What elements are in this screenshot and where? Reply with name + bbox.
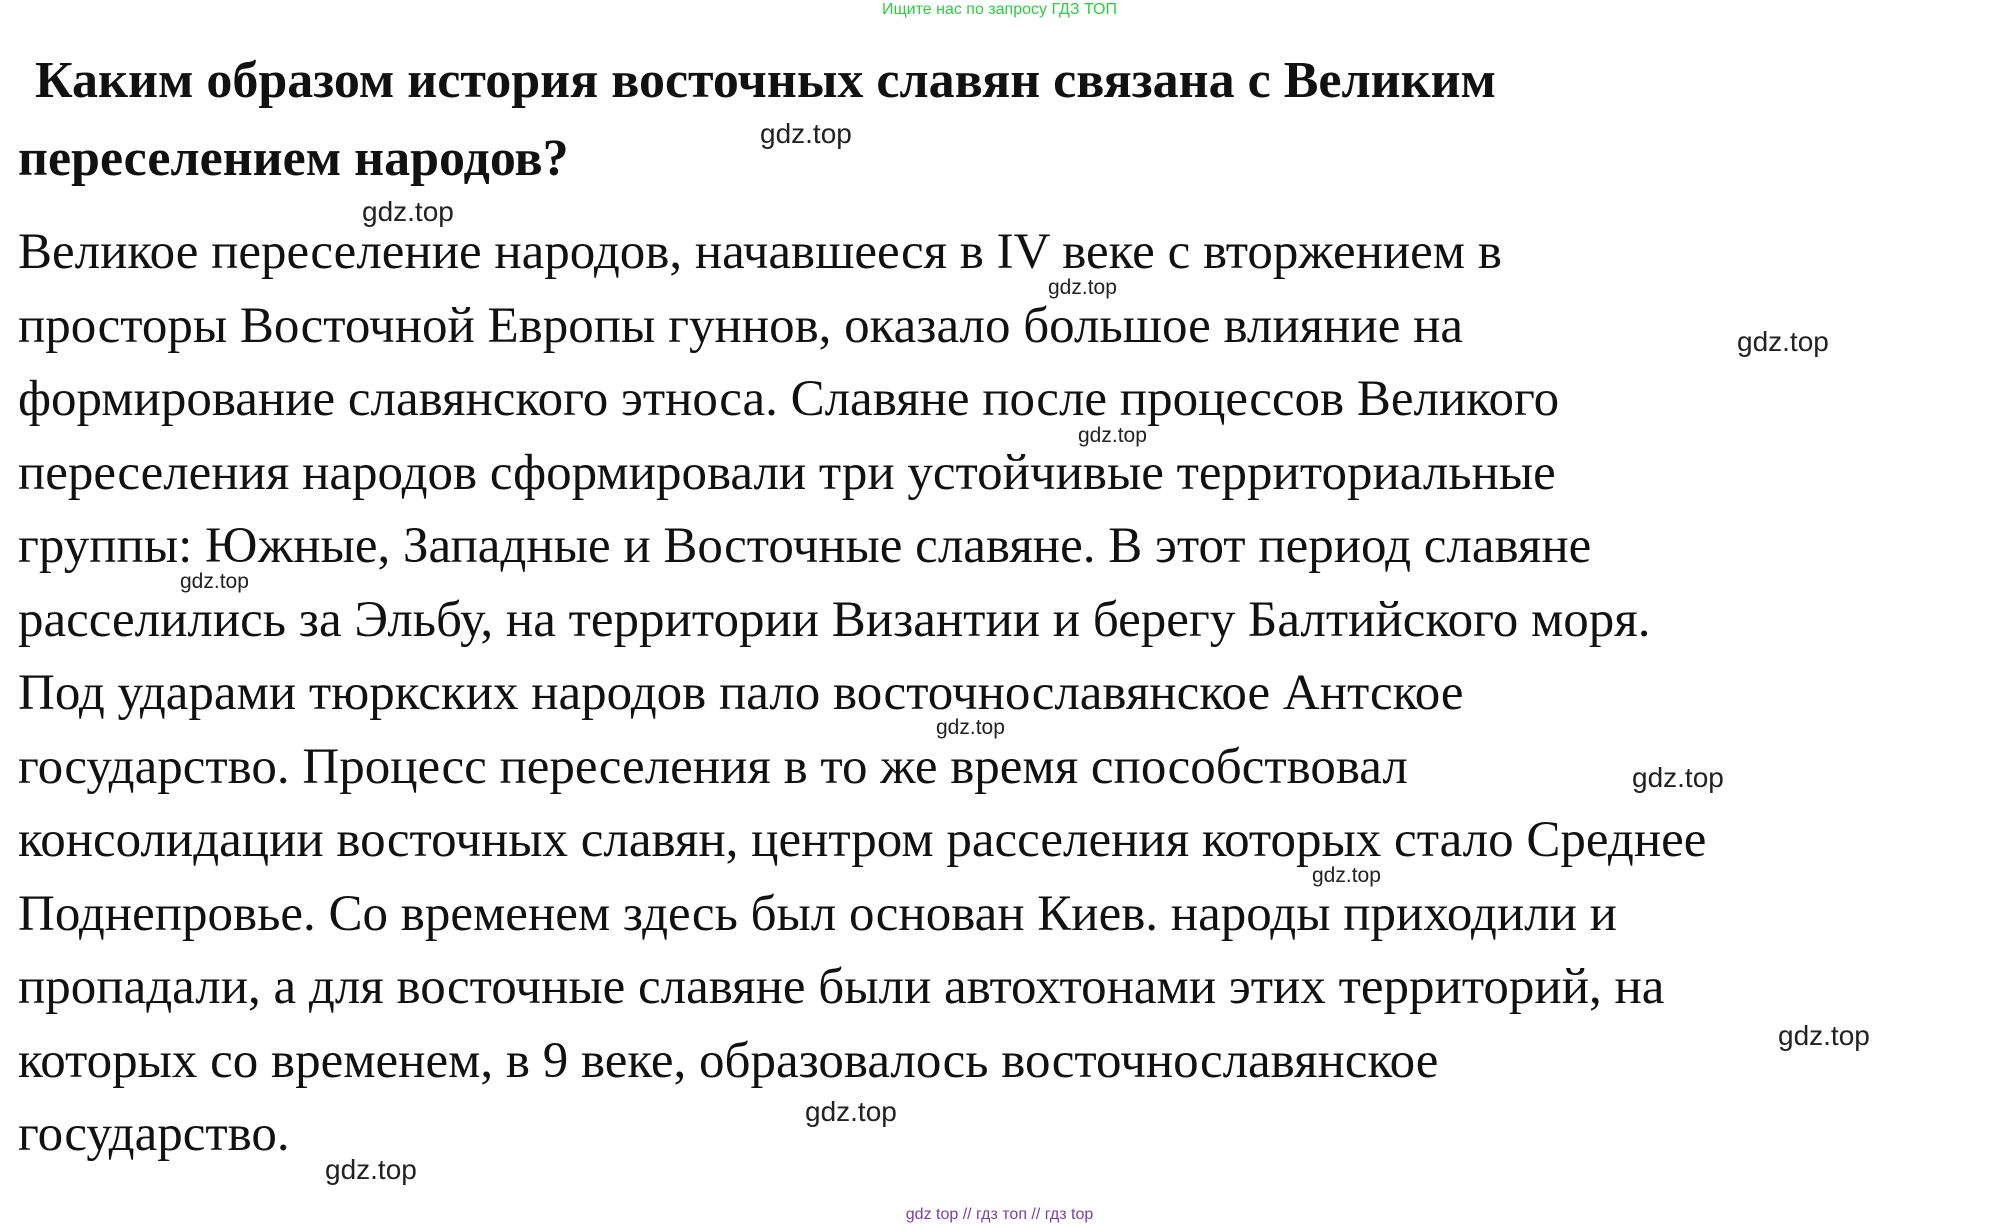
answer-line: государство. Процесс переселения в то же время способствовал (18, 738, 1408, 795)
watermark: gdz.top (760, 118, 852, 149)
watermark: gdz.top (1737, 326, 1829, 357)
question-title (18, 42, 1958, 198)
watermark: gdz.top (1632, 762, 1724, 793)
watermark: gdz.top (1078, 424, 1147, 447)
watermark: gdz.top (180, 570, 249, 593)
answer-line: формирование славянского этноса. Славяне после процессов Великого (18, 371, 1560, 427)
watermark: gdz.top (936, 716, 1005, 739)
answer-line: переселения народов сформировали три устойчивые территориальные (18, 444, 1556, 501)
answer-line: просторы Восточной Европы гуннов, оказало большое влияние на (18, 297, 1464, 354)
answer-line: государство. (18, 1106, 290, 1162)
watermark: gdz.top (805, 1096, 897, 1127)
answer-line: группы: Южные, Западные и Восточные славяне. В этот период славяне (18, 518, 1592, 574)
answer-line: которых со временем, в 9 веке, образовалось восточнославянское (18, 1032, 1439, 1089)
watermark: gdz.top (362, 196, 454, 227)
footer: gdz top // гдз топ // гдз top (905, 1206, 1094, 1223)
answer-line: консолидации восточных славян, центром расселения которых стало Среднее (18, 812, 1707, 868)
answer-line: Великое переселение народов, начавшееся в IV веке с вторжением в (18, 224, 1502, 280)
answer-line: Поднепровье. Со временем здесь был основан Киев. народы приходили и (18, 885, 1617, 942)
question-title-line: переселением народов? (18, 130, 569, 187)
answer-line: расселились за Эльбу, на территории Византии и берегу Балтийского моря. (18, 591, 1651, 648)
watermark: gdz.top (1048, 276, 1117, 299)
watermark: gdz.top (1778, 1020, 1870, 1051)
question-title-line: Каким образом история восточных славян связана с Великим (35, 52, 1496, 109)
answer-text (18, 216, 1978, 1172)
answer-line: пропадали, а для восточные славяне были автохтонами этих территорий, на (18, 959, 1665, 1015)
top-banner: Ищите нас по запросу ГДЗ ТОП (882, 1, 1117, 18)
watermark: gdz.top (1312, 864, 1381, 887)
answer-line: Под ударами тюркских народов пало восточнославянское Антское (18, 665, 1464, 721)
watermark: gdz.top (325, 1154, 417, 1185)
